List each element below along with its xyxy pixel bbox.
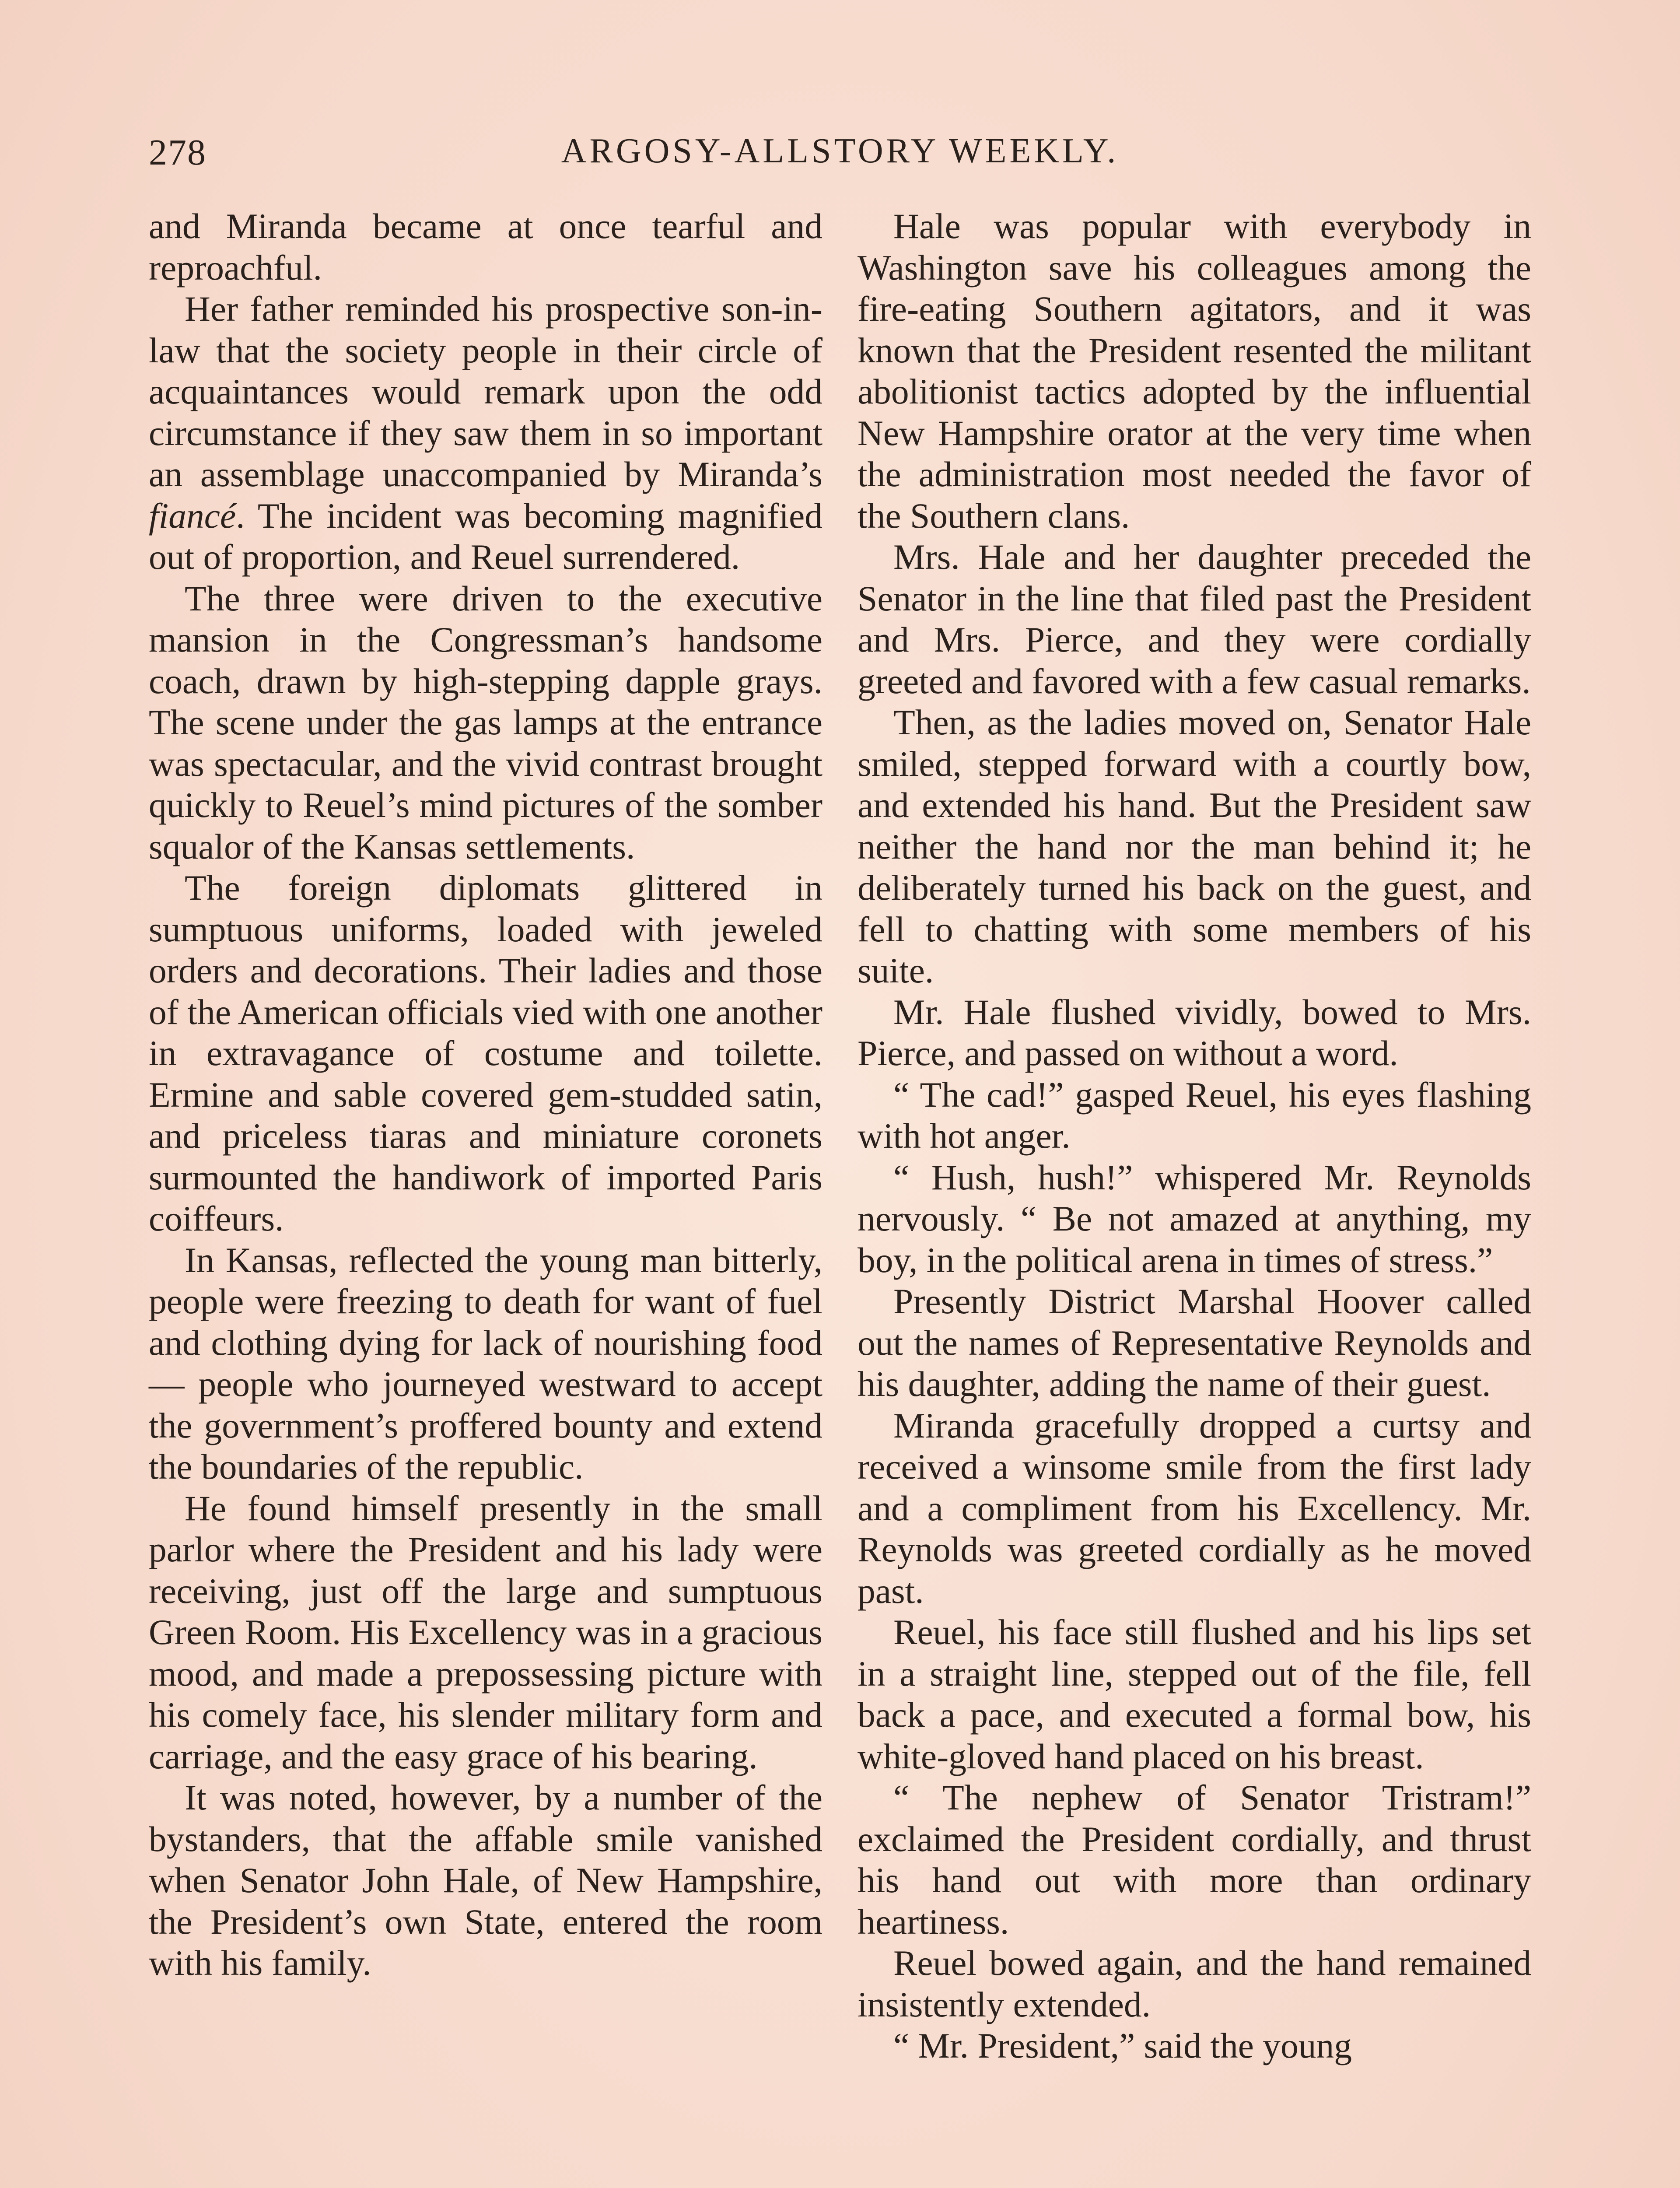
page-number: 278 — [149, 132, 206, 173]
page-header — [149, 131, 1531, 179]
paragraph: In Kansas, reflected the young man bitterly, people were freezing to death for want of fuel and clothing dying for lack of nourishing food — people who journeyed westward to accept the government’s proffered bounty and extend the boundaries of the republic. — [149, 1240, 822, 1487]
running-title: ARGOSY-ALLSTORY WEEKLY. — [561, 132, 1119, 170]
paragraph: “ The nephew of Senator Tristram!” exclaimed the President cordially, and thrust his hand out with more than ordinary heartiness. — [858, 1778, 1531, 1942]
paragraph: Mrs. Hale and her daughter preceded the Senator in the line that filed past the President and Mrs. Pierce, and they were cordially greeted and favored with a few casual remarks. — [858, 537, 1531, 701]
paragraph: Hale was popular with everybody in Washington save his colleagues among the fire-eating Southern agitators, and it was known that the President resented the militant abolitionist tactics adopted by the influential New Hampshire orator at the very time when the administration most needed the favor of the Southern clans. — [858, 206, 1531, 536]
paragraph: and Miranda became at once tearful and reproachful. — [149, 206, 822, 288]
paragraph: Miranda gracefully dropped a curtsy and received a winsome smile from the first lady and a compliment from his Excellency. Mr. Reynolds was greeted cordially as he moved past. — [858, 1405, 1531, 1611]
paragraph: “ Hush, hush!” whispered Mr. Reynolds nervously. “ Be not amazed at anything, my boy, in the political arena in times of stress.” — [858, 1157, 1531, 1280]
paragraph: Mr. Hale flushed vividly, bowed to Mrs. Pierce, and passed on without a word. — [858, 992, 1531, 1073]
paragraph: Reuel bowed again, and the hand remained insistently extended. — [858, 1943, 1531, 2024]
paragraph: Then, as the ladies moved on, Senator Hale smiled, stepped forward with a courtly bow, and extended his hand. But the President saw neither the hand nor the man behind it; he deliberately turned his back on the guest, and fell to chatting with some members of his suite. — [858, 702, 1531, 990]
paragraph: It was noted, however, by a number of the bystanders, that the affable smile vanished when Senator John Hale, of New Hampshire, the President’s own State, entered the room with his family. — [149, 1778, 822, 1983]
paragraph: The foreign diplomats glittered in sumptuous uniforms, loaded with jeweled orders and decorations. Their ladies and those of the American officials vied with one another in extravagance of costume and toilette. Ermine and sable covered gem-studded satin, and priceless tiaras and miniature coronets surmounted the handiwork of imported Paris coiffeurs. — [149, 868, 822, 1238]
paragraph: “ The cad!” gasped Reuel, his eyes flashing with hot anger. — [858, 1074, 1531, 1156]
paragraph — [149, 288, 822, 578]
paragraph-text: . The incident was becoming magnified out of proportion, and Reuel surrendered. — [149, 495, 822, 577]
paragraph: Reuel, his face still flushed and his lips set in a straight line, stepped out of the file, fell back a pace, and executed a formal bow, his white-gloved hand placed on his breast. — [858, 1612, 1531, 1776]
paragraph: He found himself presently in the small parlor where the President and his lady were receiving, just off the large and sumptuous Green Room. His Excellency was in a gracious mood, and made a prepossessing picture with his comely face, his slender military form and carriage, and the easy grace of his bearing. — [149, 1488, 822, 1776]
left-column — [149, 206, 822, 1984]
italic-word: fiancé — [149, 495, 236, 536]
paragraph: “ Mr. President,” said the young — [893, 2026, 1352, 2065]
paragraph-text: Her father reminded his prospective son-in-law that the society people in their circle of acquaintances would remark upon the odd circumstance if they saw them in so important an assemblage unaccompanied by Miranda’s — [149, 289, 822, 494]
right-column — [858, 206, 1531, 2067]
paragraph: The three were driven to the executive mansion in the Congressman’s handsome coach, drawn by high-stepping dapple grays. The scene under the gas lamps at the entrance was spectacular, and the vivid contrast brought quickly to Reuel’s mind pictures of the somber squalor of the Kansas settlements. — [149, 578, 822, 866]
paragraph: Presently District Marshal Hoover called out the names of Representative Reynolds and his daughter, adding the name of their guest. — [858, 1281, 1531, 1404]
